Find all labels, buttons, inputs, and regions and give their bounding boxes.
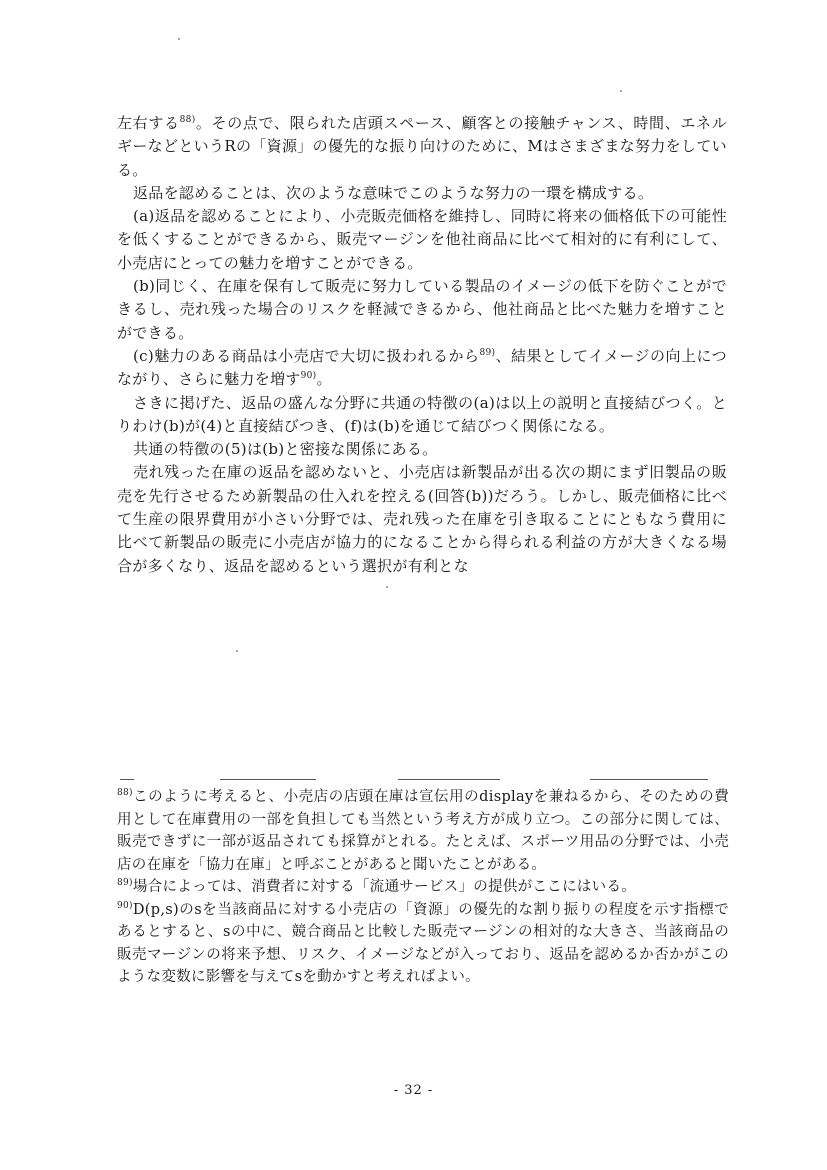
scan-speck: [236, 650, 238, 652]
scan-speck: [386, 586, 388, 588]
page-number: - 32 -: [393, 1083, 434, 1098]
paragraph-1-text-a: 左右する: [117, 114, 180, 132]
paragraph-4: (b)同じく、在庫を保有して販売に努力している製品のイメージの低下を防ぐことができるし、売れ残った場合のリスクを軽減できるから、他社商品と比べた魅力を増すことができる。: [117, 277, 727, 342]
footnote-90: [117, 899, 729, 989]
footnote-90-text: D(p,s)のsを当該商品に対する小売店の「資源」の優先的な割り振りの程度を示す指標であるとすると、sの中に、競合商品と比較した販売マージンの相対的な大きさ、当該商品の販売マージンの将来予想、リスク、イメージなどが入っており、返品を認めるか否かがこのような変数に影響を与えてsを動かすと考えればよい。: [117, 901, 729, 985]
paragraph-5-text-b: 、結果としてイメージの向上につながり、さらに魅力を増す: [117, 346, 727, 389]
footnote-88: [117, 786, 729, 876]
paragraph-5-text-a: (c)魅力のある商品は小売店で大切に扱われるから: [133, 346, 480, 365]
paragraph-2: 返品を認めることは、次のような意味でこのような努力の一環を構成する。: [133, 183, 654, 202]
footnotes-section: [117, 786, 729, 989]
paragraph-5-text-c: 。: [316, 370, 332, 389]
main-body-text: [117, 112, 727, 578]
paragraph-1: [117, 112, 727, 182]
footnote-89: [117, 876, 729, 899]
footnote-88-text: このように考えると、小売店の店頭在庫は宣伝用のdisplayを兼ねるから、そのための費用として在庫費用の一部を負担しても当然という考え方が成り立つ。この部分に関しては、販売できずに一部が返品されても採算がとれる。たとえば、スポーツ用品の分野では、小売店の在庫を「協力在庫」と呼ぶことがあると聞いたことがある。: [117, 789, 729, 873]
scan-speck: [178, 38, 180, 40]
footnote-mark-90: 90): [117, 900, 133, 911]
footnote-89-text: 場合によっては、消費者に対する「流通サービス」の提供がここにはいる。: [132, 879, 637, 895]
paragraph-7: 共通の特徴の(5)は(b)と密接な関係にある。: [133, 440, 438, 459]
scan-speck: [620, 90, 622, 92]
footnote-ref-88: 88): [179, 115, 196, 125]
paragraph-3: (a)返品を認めることにより、小売販売価格を維持し、同時に将来の価格低下の可能性を低くすることができるから、販売マージンを他社商品に比べて相対的に有利にして、小売店にとっての魅力を増すことができる。: [117, 207, 727, 272]
paragraph-5: [117, 345, 727, 392]
footnote-ref-90: 90): [300, 371, 317, 382]
paragraph-8: 売れ残った在庫の返品を認めないと、小売店は新製品が出る次の期にまず旧製品の販売を先行させるため新製品の仕入れを控える(回答(b))だろう。しかし、販売価格に比べて生産の限界費用が小さい分野では、売れ残った在庫を引き取ることにともなう費用に比べて新製品の販売に小売店が協力的になることから得られる利益の方が大きくなる場合が多くなり、返品を認めるという選択が有利とな: [117, 463, 727, 575]
footnote-mark-88: 88): [117, 788, 133, 799]
footnote-ref-89: 89): [479, 347, 496, 358]
footnote-mark-89: 89): [117, 878, 133, 889]
paragraph-6: さきに掲げた、返品の盛んな分野に共通の特徴の(a)は以上の説明と直接結びつく。とりわけ(b)が(4)と直接結びつき、(f)は(b)を通じて結びつく関係になる。: [117, 393, 727, 435]
paragraph-1-text-b: 。その点で、限られた店頭スペース、顧客との接触チャンス、時間、エネルギーなどというRの「資源」の優先的な振り向けのために、Mはさまざまな努力をしている。: [117, 114, 728, 179]
